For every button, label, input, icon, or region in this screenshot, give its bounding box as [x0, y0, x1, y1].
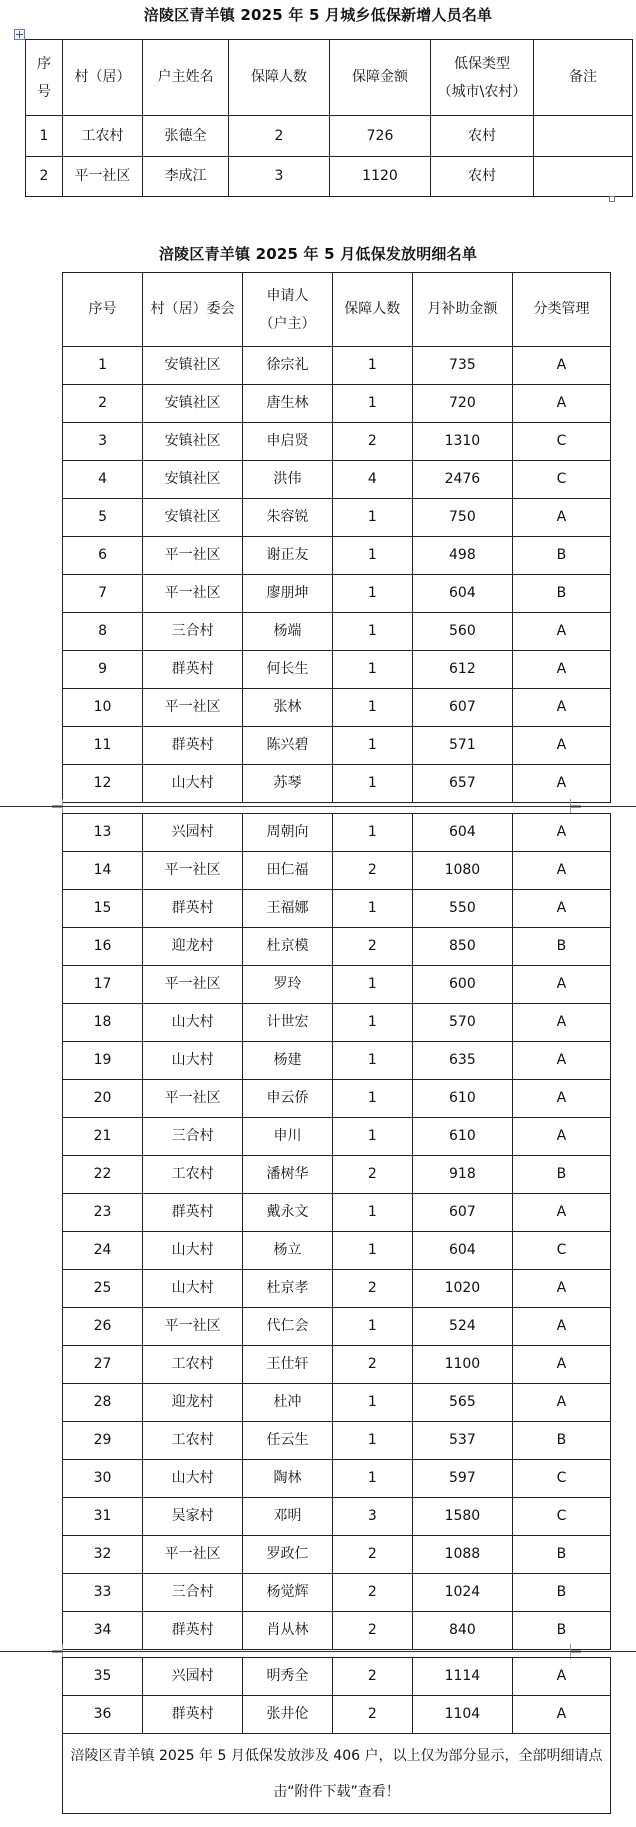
cell-amount: 610 — [412, 1118, 512, 1156]
cell-amount: 1580 — [412, 1498, 512, 1536]
table-row — [63, 1498, 611, 1536]
cell-village: 山大村 — [143, 1042, 243, 1080]
cell-category: B — [512, 1422, 610, 1460]
cell-seq: 12 — [63, 765, 143, 803]
cell-persons: 1 — [332, 890, 412, 928]
cell-village: 平一社区 — [143, 575, 243, 613]
cell-seq: 18 — [63, 1004, 143, 1042]
cell-applicant: 王仕轩 — [243, 1346, 333, 1384]
cell-type: 农村 — [431, 116, 534, 157]
cell-amount: 565 — [412, 1384, 512, 1422]
cell-category: B — [512, 1536, 610, 1574]
table-row — [63, 461, 611, 499]
cell-seq: 20 — [63, 1080, 143, 1118]
cell-seq: 9 — [63, 651, 143, 689]
cell-village: 平一社区 — [143, 537, 243, 575]
cell-applicant: 杜京孝 — [243, 1270, 333, 1308]
cell-seq: 32 — [63, 1536, 143, 1574]
table-row — [63, 928, 611, 966]
cell-seq: 24 — [63, 1232, 143, 1270]
cell-note — [534, 157, 633, 197]
table-row — [63, 1460, 611, 1498]
cell-category: B — [512, 928, 610, 966]
cell-amount: 840 — [412, 1612, 512, 1650]
cell-village: 兴园村 — [143, 814, 243, 852]
table-row — [63, 499, 611, 537]
cell-seq: 33 — [63, 1574, 143, 1612]
cell-persons: 3 — [229, 157, 330, 197]
cell-amount: 1310 — [412, 423, 512, 461]
cell-seq: 5 — [63, 499, 143, 537]
cell-village: 群英村 — [143, 1194, 243, 1232]
cell-persons: 2 — [332, 1346, 412, 1384]
cell-village: 迎龙村 — [143, 1384, 243, 1422]
table-row — [63, 1042, 611, 1080]
header-household-head: 户主姓名 — [143, 40, 229, 116]
cell-persons: 1 — [332, 765, 412, 803]
table-row — [63, 1004, 611, 1042]
cell-category: B — [512, 575, 610, 613]
header-village: 村（居） — [63, 40, 143, 116]
cell-applicant: 周朝向 — [243, 814, 333, 852]
cell-category: B — [512, 1612, 610, 1650]
cell-persons: 2 — [332, 1612, 412, 1650]
cell-category: B — [512, 537, 610, 575]
cell-seq: 4 — [63, 461, 143, 499]
cell-category: A — [512, 499, 610, 537]
cell-persons: 1 — [332, 689, 412, 727]
cell-category: A — [512, 689, 610, 727]
cell-category: B — [512, 1156, 610, 1194]
cell-applicant: 罗政仁 — [243, 1536, 333, 1574]
table-row — [63, 727, 611, 765]
cell-applicant: 潘树华 — [243, 1156, 333, 1194]
cell-category: A — [512, 966, 610, 1004]
table-row — [63, 1536, 611, 1574]
cell-amount: 604 — [412, 1232, 512, 1270]
cell-applicant: 罗玲 — [243, 966, 333, 1004]
cell-category: A — [512, 385, 610, 423]
cell-persons: 2 — [332, 852, 412, 890]
cell-category: A — [512, 1696, 610, 1734]
cell-category: A — [512, 651, 610, 689]
cell-seq: 36 — [63, 1696, 143, 1734]
cell-persons: 2 — [332, 1696, 412, 1734]
table-row — [63, 423, 611, 461]
cell-village: 平一社区 — [143, 1080, 243, 1118]
cell-type: 农村 — [431, 157, 534, 197]
cell-persons: 1 — [332, 651, 412, 689]
cell-amount: 537 — [412, 1422, 512, 1460]
table-row — [63, 890, 611, 928]
cell-village: 安镇社区 — [143, 385, 243, 423]
cell-seq: 2 — [63, 385, 143, 423]
cell-category: A — [512, 1042, 610, 1080]
cell-village: 吴家村 — [143, 1498, 243, 1536]
footer-note: 涪陵区青羊镇 2025 年 5 月低保发放涉及 406 户，以上仅为部分显示，全部明细请点击“附件下载”查看！ — [63, 1734, 611, 1814]
cell-seq: 8 — [63, 613, 143, 651]
cell-village: 山大村 — [143, 1232, 243, 1270]
cell-applicant: 唐生林 — [243, 385, 333, 423]
cell-applicant: 申川 — [243, 1118, 333, 1156]
cell-seq: 13 — [63, 814, 143, 852]
table-row — [63, 613, 611, 651]
cell-village: 平一社区 — [143, 852, 243, 890]
cell-persons: 1 — [332, 814, 412, 852]
cell-amount: 604 — [412, 814, 512, 852]
cell-amount: 1020 — [412, 1270, 512, 1308]
cell-seq: 31 — [63, 1498, 143, 1536]
header-applicant: 申请人 （户主） — [243, 273, 333, 347]
cell-amount: 524 — [412, 1308, 512, 1346]
page-break — [0, 1651, 636, 1652]
cell-seq: 22 — [63, 1156, 143, 1194]
cell-seq: 30 — [63, 1460, 143, 1498]
page-corner-mark — [52, 1644, 63, 1651]
cell-category: C — [512, 461, 610, 499]
table-row — [63, 1384, 611, 1422]
cell-applicant: 何长生 — [243, 651, 333, 689]
cell-persons: 2 — [332, 1658, 412, 1696]
table-row — [63, 814, 611, 852]
cell-amount: 735 — [412, 347, 512, 385]
cell-amount: 657 — [412, 765, 512, 803]
cell-amount: 604 — [412, 575, 512, 613]
cell-amount: 1088 — [412, 1536, 512, 1574]
cell-village: 安镇社区 — [143, 347, 243, 385]
cell-amount: 550 — [412, 890, 512, 928]
cell-category: A — [512, 1658, 610, 1696]
cell-village: 平一社区 — [143, 1536, 243, 1574]
header-village-committee: 村（居）委会 — [143, 273, 243, 347]
cell-persons: 1 — [332, 575, 412, 613]
cell-seq: 16 — [63, 928, 143, 966]
table-row — [63, 1118, 611, 1156]
cell-village: 山大村 — [143, 1004, 243, 1042]
cell-seq: 15 — [63, 890, 143, 928]
cell-amount: 1104 — [412, 1696, 512, 1734]
cell-persons: 1 — [332, 1308, 412, 1346]
cell-persons: 1 — [332, 1042, 412, 1080]
payment-details-table-part3 — [62, 1657, 611, 1814]
cell-seq: 25 — [63, 1270, 143, 1308]
table-row — [63, 689, 611, 727]
table-row — [63, 1156, 611, 1194]
cell-amount: 750 — [412, 499, 512, 537]
header-monthly-amount: 月补助金额 — [412, 273, 512, 347]
cell-seq: 23 — [63, 1194, 143, 1232]
cell-village: 工农村 — [143, 1422, 243, 1460]
table-row — [63, 1232, 611, 1270]
cell-category: A — [512, 1118, 610, 1156]
cell-seq: 7 — [63, 575, 143, 613]
cell-village: 山大村 — [143, 1270, 243, 1308]
cell-category: A — [512, 347, 610, 385]
cell-seq: 1 — [26, 116, 63, 157]
cell-persons: 1 — [332, 1232, 412, 1270]
cell-category: C — [512, 1460, 610, 1498]
cell-village: 平一社区 — [143, 966, 243, 1004]
cell-persons: 4 — [332, 461, 412, 499]
cell-persons: 2 — [332, 1270, 412, 1308]
page-corner-mark — [52, 799, 63, 806]
cell-village: 兴园村 — [143, 1658, 243, 1696]
cell-village: 平一社区 — [63, 157, 143, 197]
cell-village: 群英村 — [143, 1696, 243, 1734]
cell-amount: 607 — [412, 1194, 512, 1232]
cell-applicant: 任云生 — [243, 1422, 333, 1460]
cell-category: A — [512, 1194, 610, 1232]
cell-seq: 28 — [63, 1384, 143, 1422]
cell-persons: 1 — [332, 1384, 412, 1422]
cell-amount: 570 — [412, 1004, 512, 1042]
cell-village: 三合村 — [143, 613, 243, 651]
cell-village: 山大村 — [143, 765, 243, 803]
cell-category: A — [512, 1308, 610, 1346]
table-row — [63, 347, 611, 385]
cell-amount: 850 — [412, 928, 512, 966]
cell-amount: 918 — [412, 1156, 512, 1194]
cell-applicant: 王福娜 — [243, 890, 333, 928]
cell-applicant: 杨端 — [243, 613, 333, 651]
table-row — [63, 1194, 611, 1232]
cell-persons: 1 — [332, 1080, 412, 1118]
header-persons: 保障人数 — [332, 273, 412, 347]
cell-seq: 11 — [63, 727, 143, 765]
table-row — [63, 1346, 611, 1384]
table-row — [26, 157, 633, 197]
cell-applicant: 肖从林 — [243, 1612, 333, 1650]
cell-amount: 1024 — [412, 1574, 512, 1612]
cell-category: A — [512, 852, 610, 890]
cell-amount: 600 — [412, 966, 512, 1004]
cell-persons: 1 — [332, 385, 412, 423]
cell-amount: 571 — [412, 727, 512, 765]
cell-category: A — [512, 1384, 610, 1422]
cell-category: B — [512, 1574, 610, 1612]
cell-applicant: 戴永文 — [243, 1194, 333, 1232]
cell-persons: 1 — [332, 1194, 412, 1232]
table-row — [63, 651, 611, 689]
cell-seq: 10 — [63, 689, 143, 727]
cell-category: A — [512, 1004, 610, 1042]
page-break — [0, 806, 636, 807]
cell-amount: 1120 — [330, 157, 431, 197]
cell-amount: 610 — [412, 1080, 512, 1118]
cell-head: 张德全 — [143, 116, 229, 157]
cell-amount: 1114 — [412, 1658, 512, 1696]
cell-persons: 1 — [332, 1422, 412, 1460]
cell-village: 迎龙村 — [143, 928, 243, 966]
cell-applicant: 徐宗礼 — [243, 347, 333, 385]
cell-category: A — [512, 890, 610, 928]
cell-category: C — [512, 423, 610, 461]
cell-applicant: 计世宏 — [243, 1004, 333, 1042]
cell-applicant: 申云侨 — [243, 1080, 333, 1118]
cell-village: 安镇社区 — [143, 423, 243, 461]
cell-persons: 2 — [229, 116, 330, 157]
cell-village: 三合村 — [143, 1574, 243, 1612]
cell-seq: 2 — [26, 157, 63, 197]
cell-amount: 1080 — [412, 852, 512, 890]
table-row — [63, 1080, 611, 1118]
table-row — [63, 1658, 611, 1696]
header-category: 分类管理 — [512, 273, 610, 347]
cell-village: 山大村 — [143, 1460, 243, 1498]
cell-amount: 612 — [412, 651, 512, 689]
cell-village: 群英村 — [143, 890, 243, 928]
cell-category: A — [512, 613, 610, 651]
cell-applicant: 苏琴 — [243, 765, 333, 803]
cell-amount: 607 — [412, 689, 512, 727]
header-seq: 序 号 — [26, 40, 63, 116]
cell-village: 安镇社区 — [143, 461, 243, 499]
header-type: 低保类型 （城市\农村） — [431, 40, 534, 116]
cell-amount: 597 — [412, 1460, 512, 1498]
cell-amount: 560 — [412, 613, 512, 651]
cell-category: A — [512, 1346, 610, 1384]
cell-persons: 2 — [332, 423, 412, 461]
cell-applicant: 陶林 — [243, 1460, 333, 1498]
table2-header-row — [63, 273, 611, 347]
cell-applicant: 张林 — [243, 689, 333, 727]
header-amount: 保障金额 — [330, 40, 431, 116]
table-row — [63, 1422, 611, 1460]
cell-village: 安镇社区 — [143, 499, 243, 537]
cell-persons: 1 — [332, 499, 412, 537]
cell-seq: 26 — [63, 1308, 143, 1346]
cell-seq: 29 — [63, 1422, 143, 1460]
header-note: 备注 — [534, 40, 633, 116]
table1-header-row — [26, 40, 633, 116]
cell-category: C — [512, 1498, 610, 1536]
cell-village: 群英村 — [143, 727, 243, 765]
cell-applicant: 杜冲 — [243, 1384, 333, 1422]
cell-persons: 2 — [332, 928, 412, 966]
cell-applicant: 廖朋坤 — [243, 575, 333, 613]
table-row — [63, 385, 611, 423]
new-recipients-table — [25, 39, 633, 197]
cell-applicant: 朱容锐 — [243, 499, 333, 537]
cell-amount: 726 — [330, 116, 431, 157]
cell-category: A — [512, 814, 610, 852]
table-row — [63, 1612, 611, 1650]
cell-persons: 2 — [332, 1574, 412, 1612]
cell-applicant: 陈兴碧 — [243, 727, 333, 765]
cell-persons: 1 — [332, 1118, 412, 1156]
table1-title: 涪陵区青羊镇 2025 年 5 月城乡低保新增人员名单 — [143, 6, 493, 24]
cell-seq: 14 — [63, 852, 143, 890]
cell-persons: 1 — [332, 1460, 412, 1498]
cell-applicant: 邓明 — [243, 1498, 333, 1536]
cell-head: 李成江 — [143, 157, 229, 197]
table-row — [63, 1574, 611, 1612]
table2-title: 涪陵区青羊镇 2025 年 5 月低保发放明细名单 — [158, 245, 478, 263]
cell-seq: 21 — [63, 1118, 143, 1156]
cell-village: 平一社区 — [143, 1308, 243, 1346]
cell-persons: 1 — [332, 1004, 412, 1042]
cell-seq: 27 — [63, 1346, 143, 1384]
cell-category: A — [512, 1270, 610, 1308]
footer-row — [63, 1734, 611, 1814]
cell-category: C — [512, 1232, 610, 1270]
cell-persons: 3 — [332, 1498, 412, 1536]
cell-village: 三合村 — [143, 1118, 243, 1156]
cell-persons: 1 — [332, 727, 412, 765]
page-corner-mark — [570, 1644, 581, 1651]
cell-applicant: 申启贤 — [243, 423, 333, 461]
table-row — [63, 1308, 611, 1346]
cell-applicant: 杨建 — [243, 1042, 333, 1080]
cell-applicant: 杨觉辉 — [243, 1574, 333, 1612]
cell-applicant: 杜京模 — [243, 928, 333, 966]
cell-amount: 1100 — [412, 1346, 512, 1384]
cell-amount: 498 — [412, 537, 512, 575]
cell-seq: 3 — [63, 423, 143, 461]
table-row — [63, 1270, 611, 1308]
cell-village: 群英村 — [143, 651, 243, 689]
cell-seq: 6 — [63, 537, 143, 575]
table-row — [63, 1696, 611, 1734]
cell-category: A — [512, 765, 610, 803]
cell-seq: 19 — [63, 1042, 143, 1080]
cell-note — [534, 116, 633, 157]
payment-details-table-part1 — [62, 272, 611, 803]
cell-applicant: 谢正友 — [243, 537, 333, 575]
table-row — [63, 575, 611, 613]
cell-seq: 35 — [63, 1658, 143, 1696]
cell-persons: 1 — [332, 613, 412, 651]
cell-village: 群英村 — [143, 1612, 243, 1650]
table-row — [63, 765, 611, 803]
table-row — [63, 852, 611, 890]
header-persons: 保障人数 — [229, 40, 330, 116]
table-row — [63, 966, 611, 1004]
table-row — [63, 537, 611, 575]
cell-seq: 1 — [63, 347, 143, 385]
cell-persons: 1 — [332, 966, 412, 1004]
cell-applicant: 洪伟 — [243, 461, 333, 499]
cell-persons: 1 — [332, 347, 412, 385]
cell-village: 工农村 — [63, 116, 143, 157]
cell-village: 工农村 — [143, 1346, 243, 1384]
cell-village: 平一社区 — [143, 689, 243, 727]
cell-applicant: 田仁福 — [243, 852, 333, 890]
cell-persons: 1 — [332, 537, 412, 575]
cell-persons: 2 — [332, 1156, 412, 1194]
cell-amount: 720 — [412, 385, 512, 423]
cell-amount: 635 — [412, 1042, 512, 1080]
cell-persons: 2 — [332, 1536, 412, 1574]
cell-applicant: 明秀全 — [243, 1658, 333, 1696]
cell-seq: 34 — [63, 1612, 143, 1650]
cell-amount: 2476 — [412, 461, 512, 499]
page-corner-mark — [570, 799, 581, 806]
cell-applicant: 张井伦 — [243, 1696, 333, 1734]
cell-village: 工农村 — [143, 1156, 243, 1194]
table-row — [26, 116, 633, 157]
table-move-handle-icon[interactable] — [14, 29, 25, 40]
cell-category: A — [512, 727, 610, 765]
cell-seq: 17 — [63, 966, 143, 1004]
table-resize-handle-icon[interactable] — [609, 196, 615, 202]
cell-applicant: 杨立 — [243, 1232, 333, 1270]
header-seq: 序号 — [63, 273, 143, 347]
payment-details-table-part2 — [62, 813, 611, 1650]
cell-category: A — [512, 1080, 610, 1118]
cell-applicant: 代仁会 — [243, 1308, 333, 1346]
